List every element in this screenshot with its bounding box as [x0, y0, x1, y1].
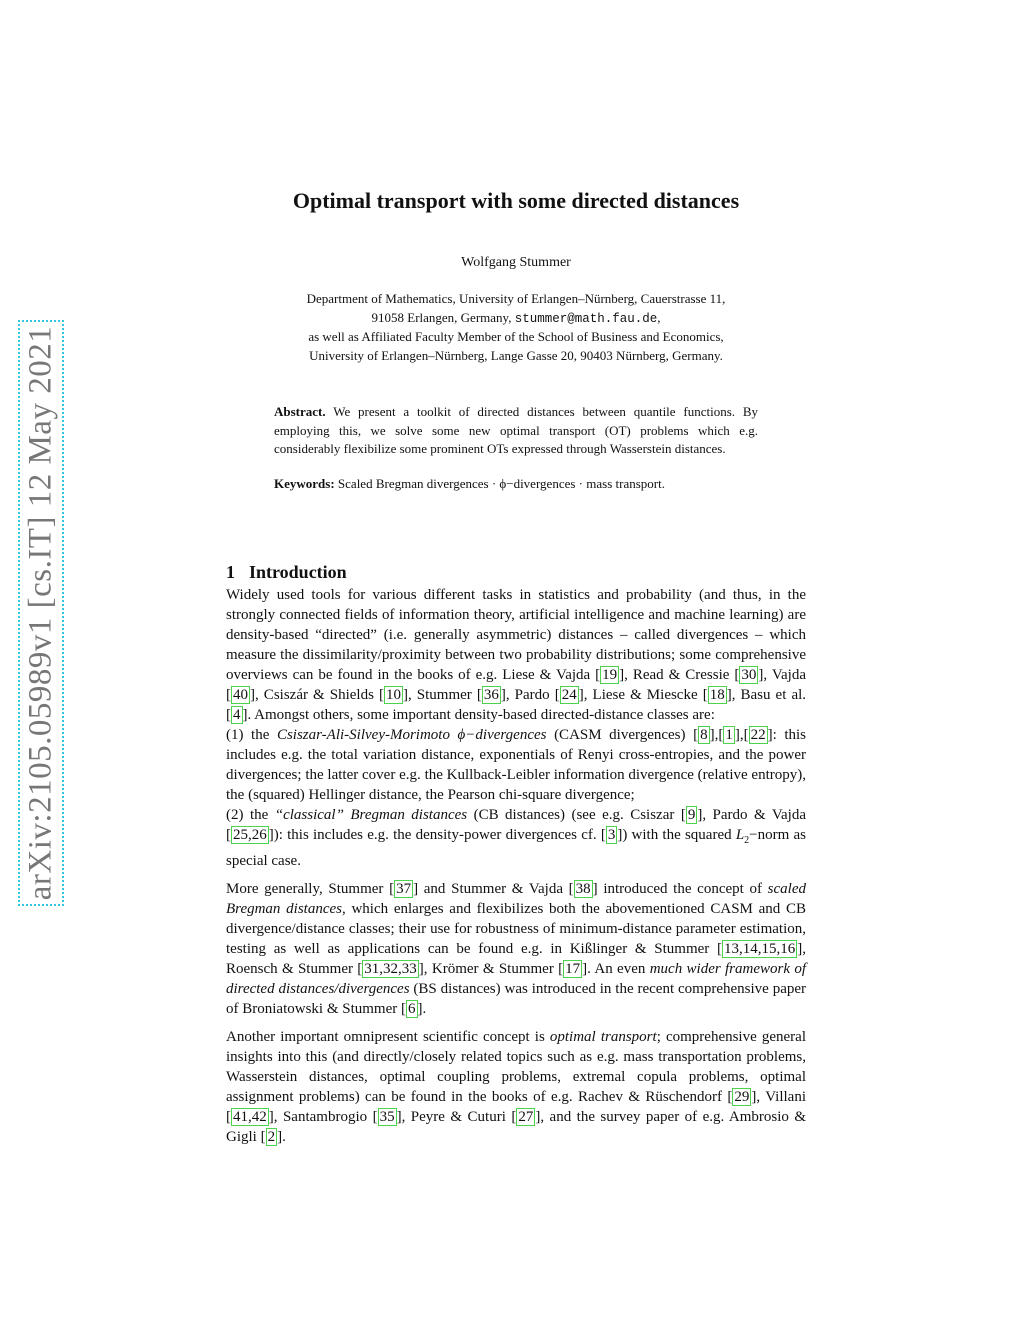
citation-link[interactable]: 31,32,33	[364, 961, 417, 977]
citation-link[interactable]: 17	[565, 961, 581, 977]
citation-link[interactable]: 1	[725, 727, 733, 743]
abstract	[274, 403, 758, 459]
text: . An even	[587, 961, 650, 977]
affiliation-line-1: Department of Mathematics, University of Erlangen–Nürnberg, Cauerstrasse 11,	[306, 291, 726, 306]
citation-link[interactable]: 22	[750, 727, 766, 743]
text: , Basu et al.	[731, 687, 807, 703]
paper-title: Optimal transport with some directed distances	[292, 188, 740, 213]
text: .	[422, 1001, 427, 1017]
arxiv-id[interactable]: arXiv:2105.05989v1 [cs.IT] 12 May 2021	[22, 325, 59, 901]
text: (CASM divergences)	[546, 727, 694, 743]
citation-link[interactable]: 19	[602, 667, 618, 683]
text: , Roensch & Stummer	[226, 941, 806, 977]
citation-link[interactable]: 6	[408, 1001, 416, 1017]
paragraph-1: Widely used tools for various different tasks in statistics and probability (and thus, in the strongly connected fields of information theory, artificial intelligence and machine learning) are density-based “directed” (i.e. generally asymmetric) distances – called divergences – which measure the dissimilarity/proximity between two probability distributions; some comprehensive overviews can be found in the books of e.g. Liese & Vajda [ 19 ], Read & Cressie [ 30 ], Vajda [ 40 ], Csiszár & Shields [ 10 ], Stummer [ 36 ], Pardo [ 24 ], Liese & Miescke [ 18 ], Basu et al. [ 4 ]. Amongst others, some important density-based directed-distance classes are: (1) the Csiszar-Ali-Silvey-Morimoto ϕ−divergences (CASM divergences) [ 8 ],[ 1 ],[ 22 ]: this includes e.g. the total variation distance, exponentials of Renyi cross-entropies, and the power divergences; the latter cover e.g. the Kullback-Leibler information divergence (relative entropy), the (squared) Hellinger distance, the Pearson chi-square divergence; (2) the “classical” Bregman distances (CB distances) (see e.g. Csiszar [ 9 ], Pardo & Vajda [ 25,26 ]): this includes e.g. the density-power divergences cf. [ 3 ]) with the squared $L_2-norm$ as special case.	[226, 587, 807, 869]
affiliation-address: 91058 Erlangen, Germany,	[371, 309, 512, 325]
text: (2) the	[226, 807, 275, 823]
text: , Santambrogio	[273, 1109, 373, 1125]
text: and Stummer & Vajda	[418, 881, 569, 897]
body-text	[226, 585, 806, 1155]
citation-link[interactable]: 10	[385, 687, 401, 703]
text: Widely used tools for various different tasks in statistics and probability (and thus, in the strongly connected fields of information theory, artificial intelligence and machine learning) are density-based “directed” (i.e. generally asymmetric) distances – called divergences – which measure the dissimilarity/proximity between two probability distributions; some comprehensive overviews can be found in the books of e.g. Liese & Vajda	[226, 587, 806, 683]
text: Another important omnipresent scientific concept is	[226, 1029, 550, 1045]
text: , Pardo	[505, 687, 555, 703]
text: (CB distances) (see e.g. Csiszar	[467, 807, 681, 823]
section-title: Introduction	[249, 562, 347, 582]
citation-link[interactable]: 4	[233, 707, 241, 723]
citation-link[interactable]: 3	[607, 827, 616, 843]
text: , Krömer & Stummer	[423, 961, 559, 977]
paragraph-2: More generally, Stummer [ 37 ] and Stummer & Vajda [ 38 ] introduced the concept of scaled Bregman distances, which enlarges and flexibilizes both the abovementioned CASM and CB divergence/distance classes; their use for robustness of minimum-distance parameter estimation, testing as well as applications can be found e.g. in Kißlinger & Stummer [ 13,14,15,16 ], Roensch & Stummer [ 31,32,33 ], Krömer & Stummer [ 17 ]. An even much wider framework of directed distances/divergences (BS distances) was introduced in the recent comprehensive paper of Broniatowski & Stummer [ 6 ].	[226, 881, 807, 1017]
citation-link[interactable]: 36	[483, 687, 499, 703]
emphasis: “classical” Bregman distances	[274, 807, 468, 823]
citation-link[interactable]: 40	[233, 687, 248, 703]
text: . Amongst others, some important density-based directed-distance classes are:	[247, 707, 715, 723]
citation-link[interactable]: 37	[396, 881, 412, 897]
text: : this includes e.g. the total variation distance, exponentials of Renyi cross-entropies, and the power divergences; the latter cover e.g. the Kullback-Leibler information divergence (relative entropy), the (squared) Hellinger distance, the Pearson chi-square divergence;	[226, 727, 806, 803]
text: , Csiszár & Shields	[255, 687, 379, 703]
arxiv-sidebar-stamp	[18, 320, 64, 906]
text: (1) the	[226, 727, 277, 743]
citation-link[interactable]: 24	[561, 687, 577, 703]
affiliation-line-3: as well as Affiliated Faculty Member of the School of Business and Economics,	[308, 329, 724, 344]
text: , Liese & Miescke	[583, 687, 703, 703]
text: .	[282, 1129, 286, 1145]
citation-link[interactable]: 18	[709, 687, 725, 703]
text: (BS distances) was introduced in the recent comprehensive paper of Broniatowski & Stummer	[226, 981, 807, 1017]
text: −norm as special case.	[226, 827, 806, 869]
author-email-link[interactable]: stummer@math.fau.de	[514, 311, 658, 326]
text: , and the survey paper of e.g. Ambrosio & Gigli	[226, 1109, 807, 1145]
citation-link[interactable]: 8	[700, 727, 708, 743]
affiliation-comma: ,	[657, 309, 661, 325]
section-number: 1	[226, 562, 235, 582]
text: More generally, Stummer	[226, 881, 390, 897]
paragraph-3: Another important omnipresent scientific concept is optimal transport; comprehensive general insights into this (and directly/closely related topics such as e.g. mass transportation problems, Wasserstein distances, optimal coupling problems, extremal copula problems, optimal assignment problems) can be found in the books of e.g. Rachev & Rüschendorf [ 29 ], Villani [ 41,42 ], Santambrogio [ 35 ], Peyre & Cuturi [ 27 ], and the survey paper of e.g. Ambrosio & Gigli [ 2 ].	[226, 1029, 807, 1145]
text: , Villani	[756, 1089, 806, 1105]
citation-link[interactable]: 25,26	[233, 827, 267, 843]
keywords-label: Keywords:	[274, 475, 335, 491]
emphasis: optimal transport	[549, 1029, 657, 1045]
citation-link[interactable]: 9	[687, 807, 696, 823]
text: ): this includes e.g. the density-power divergences cf.	[273, 827, 601, 843]
abstract-block	[274, 403, 758, 509]
math-L: L	[735, 827, 745, 843]
text: , Pardo & Vajda	[702, 807, 807, 823]
abstract-text: We present a toolkit of directed distances between quantile functions. By employing this, we solve some new optimal transport (OT) problems which e.g. considerably flexibilize some prominent OTs expressed through Wasserstein distances.	[274, 404, 759, 456]
text: introduced the concept of	[597, 881, 768, 897]
citation-link[interactable]: 13,14,15,16	[724, 941, 796, 957]
keywords-text: Scaled Bregman divergences · ϕ−divergences · mass transport.	[337, 475, 665, 491]
citation-link[interactable]: 2	[267, 1129, 276, 1145]
emphasis: scaled Bregman distances	[226, 881, 806, 917]
paper-author: Wolfgang Stummer	[461, 255, 571, 270]
text: , Read & Cressie	[624, 667, 735, 683]
keywords	[274, 475, 758, 494]
affiliation-line-2	[226, 309, 806, 329]
citation-link[interactable]: 29	[734, 1089, 750, 1105]
citation-link[interactable]: 30	[741, 667, 757, 683]
text: , Peyre & Cuturi	[401, 1109, 512, 1125]
text: , Stummer	[407, 687, 477, 703]
abstract-label: Abstract.	[274, 404, 326, 419]
text: , Vajda	[763, 667, 806, 683]
text: ; comprehensive general insights into this (and directly/closely related topics such as e.g. mass transportation problems, Wasserstein distances, optimal coupling problems, extremal copula problems, optimal assignment problems) can be found in the books of e.g. Rachev & Rüschendorf	[226, 1029, 807, 1105]
text: ) with the squared	[622, 827, 736, 843]
citation-link[interactable]: 41,42	[233, 1109, 267, 1125]
section-heading	[226, 562, 347, 583]
citation-link[interactable]: 35	[379, 1109, 395, 1125]
citation-link[interactable]: 27	[518, 1109, 534, 1125]
math-subscript: 2	[744, 835, 750, 846]
citation-link[interactable]: 38	[575, 881, 591, 897]
emphasis: much wider framework of directed distances/divergences	[226, 961, 806, 997]
affiliation	[226, 290, 806, 365]
affiliation-line-4: University of Erlangen–Nürnberg, Lange Gasse 20, 90403 Nürnberg, Germany.	[309, 347, 723, 363]
emphasis: Csiszar-Ali-Silvey-Morimoto ϕ−divergences	[276, 727, 547, 743]
text: , which enlarges and flexibilizes both the abovementioned CASM and CB divergence/distance classes; their use for robustness of minimum-distance parameter estimation, testing as well as applications can be found e.g. in Kißlinger & Stummer	[226, 901, 806, 957]
